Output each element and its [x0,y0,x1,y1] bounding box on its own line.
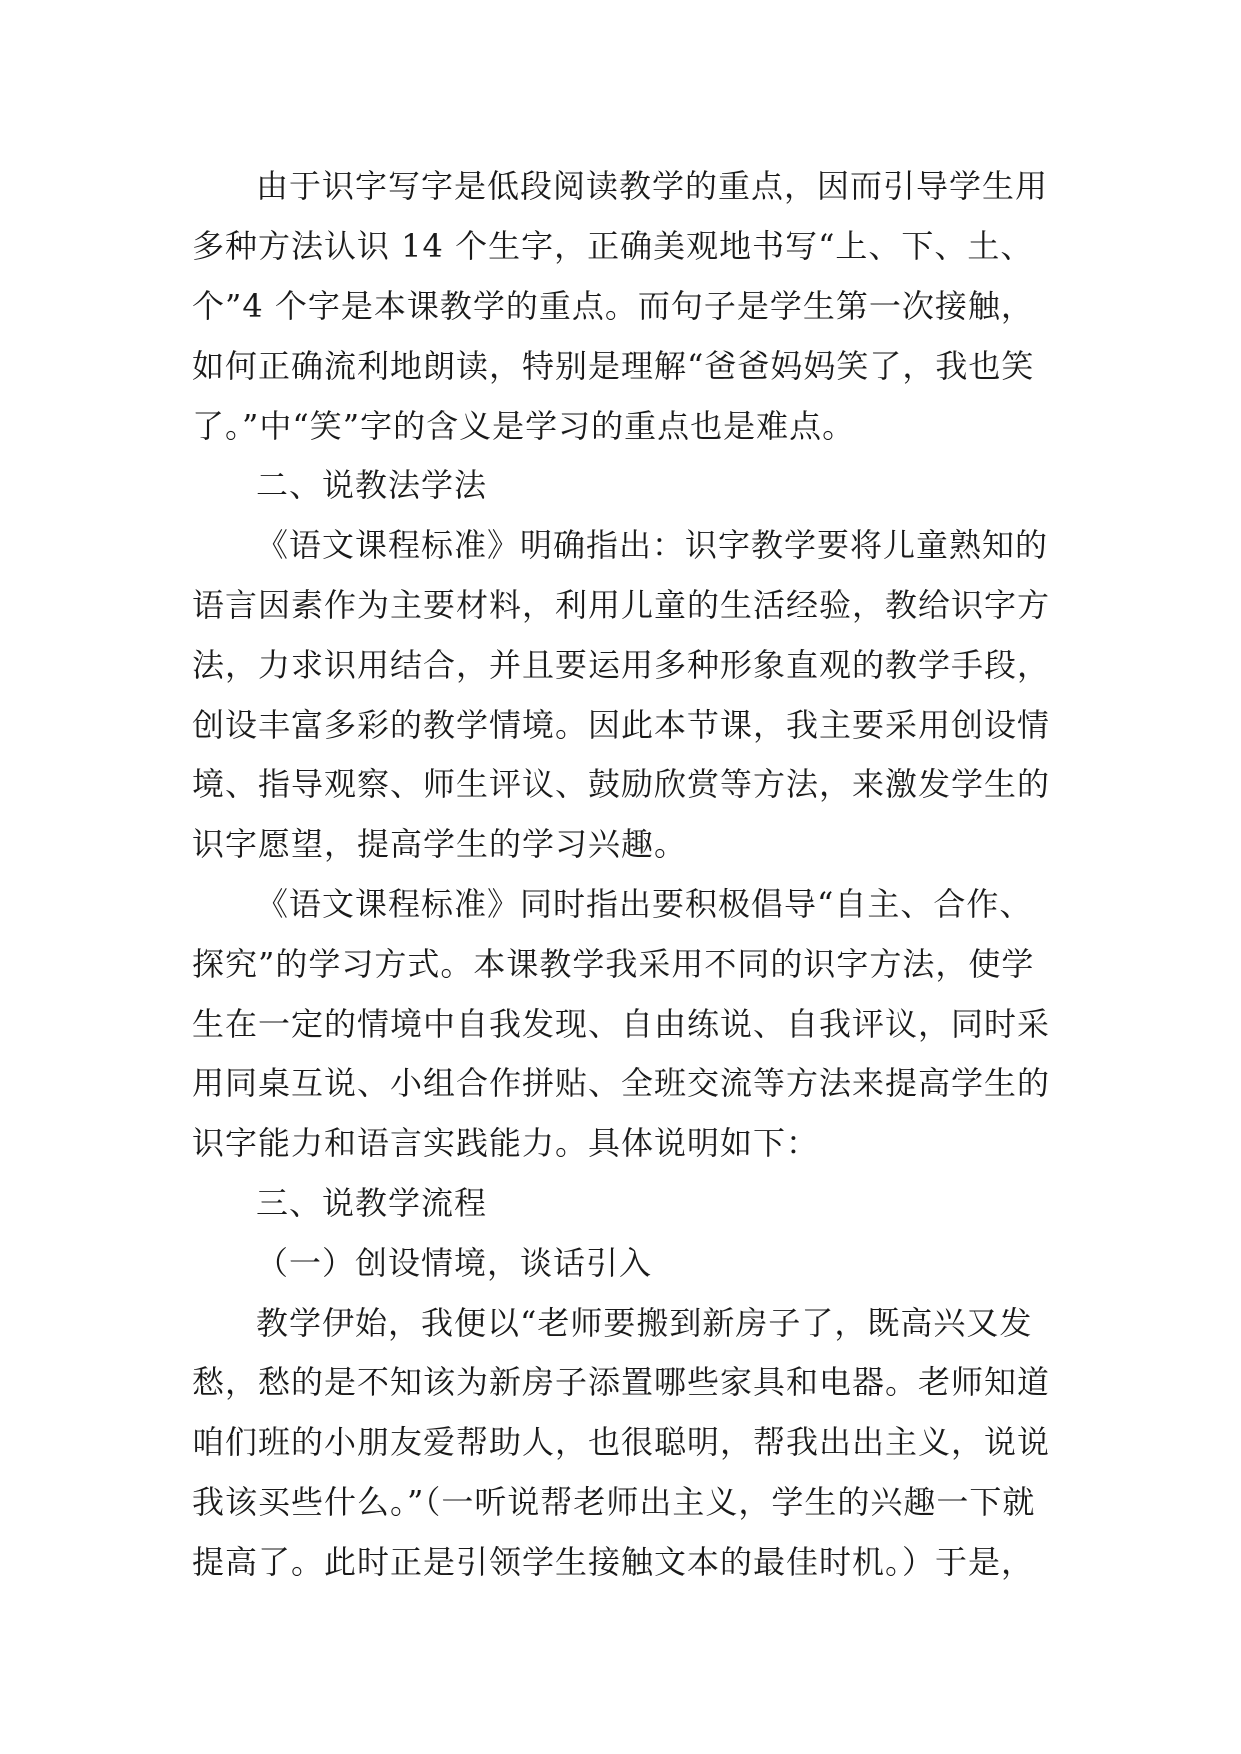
subsection-heading: （一）创设情境，谈话引入 [256,1244,653,1282]
text-line: 《语文课程标准》明确指出：识字教学要将儿童熟知的 [256,526,1049,564]
text-line: 创设丰富多彩的教学情境。因此本节课，我主要采用创设情 [192,706,1051,744]
text-line: 《语文课程标准》同时指出要积极倡导“自主、合作、 [256,885,1033,923]
text-line: 生在一定的情境中自我发现、自由练说、自我评议，同时采 [192,1005,1051,1043]
text-line: 愁，愁的是不知该为新房子添置哪些家具和电器。老师知道 [192,1363,1051,1401]
text-line: 境、指导观察、师生评议、鼓励欣赏等方法，来激发学生的 [192,765,1051,803]
text-line: 咱们班的小朋友爱帮助人，也很聪明，帮我出出主义，说说 [192,1423,1051,1461]
text-line: 我该买些什么。”（一听说帮老师出主义，学生的兴趣一下就 [192,1483,1036,1521]
text-line: 多种方法认识 14 个生字，正确美观地书写“上、下、土、 [192,227,1034,265]
section-heading: 二、说教法学法 [256,466,488,504]
text-line: 探究”的学习方式。本课教学我采用不同的识字方法，使学 [192,945,1035,983]
text-line: 识字愿望，提高学生的学习兴趣。 [192,825,688,863]
text-line: 法，力求识用结合，并且要运用多种形象直观的教学手段， [192,646,1051,684]
text-line: 提高了。此时正是引领学生接触文本的最佳时机。）于是， [192,1543,1035,1581]
text-line: 由于识字写字是低段阅读教学的重点，因而引导学生用 [256,167,1049,205]
text-line: 个”4 个字是本课教学的重点。而句子是学生第一次接触， [192,287,1034,325]
text-line: 语言因素作为主要材料，利用儿童的生活经验，教给识字方 [192,586,1051,624]
text-line: 教学伊始，我便以“老师要搬到新房子了，既高兴又发 [256,1304,1033,1342]
text-line: 如何正确流利地朗读，特别是理解“爸爸妈妈笑了，我也笑 [192,347,1035,385]
section-heading: 三、说教学流程 [256,1184,488,1222]
text-line: 识字能力和语言实践能力。具体说明如下： [192,1124,820,1162]
text-line: 用同桌互说、小组合作拼贴、全班交流等方法来提高学生的 [192,1064,1051,1102]
text-line: 了。”中“笑”字的含义是学习的重点也是难点。 [192,407,856,445]
